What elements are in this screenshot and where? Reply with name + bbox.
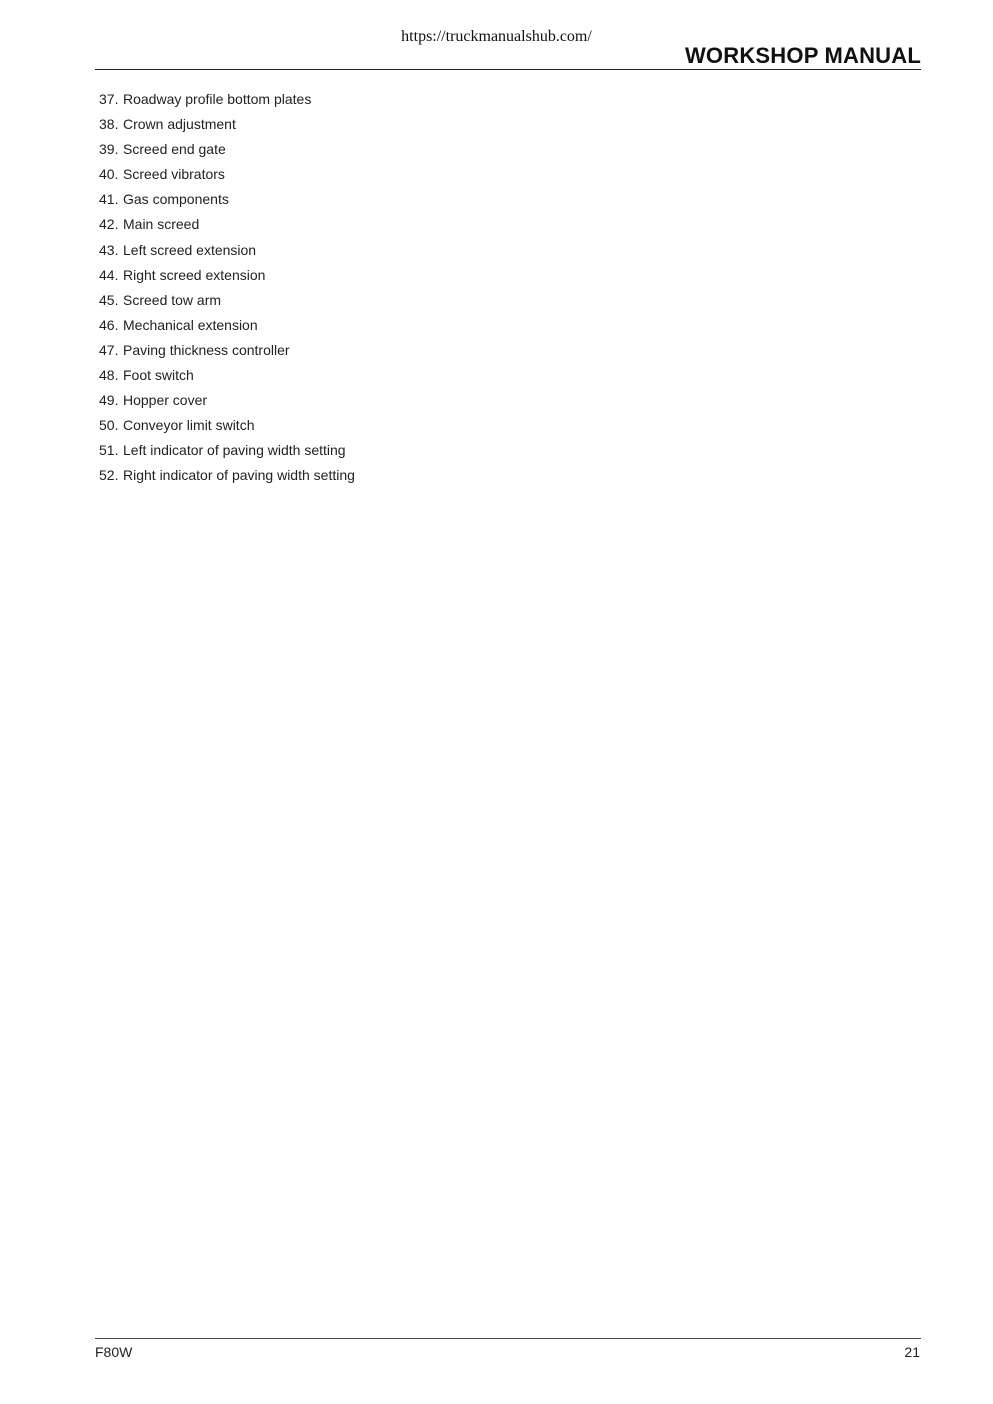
- list-item: [99, 440, 355, 465]
- item-label: Gas components: [123, 191, 229, 208]
- list-item: [99, 89, 355, 114]
- item-number: 40.: [99, 166, 119, 183]
- header-divider: [95, 69, 921, 70]
- list-item: [99, 290, 355, 315]
- item-number: 52.: [99, 467, 119, 484]
- list-item: [99, 465, 355, 490]
- item-number: 37.: [99, 91, 119, 107]
- item-label: Right indicator of paving width setting: [123, 467, 355, 484]
- page-number: 21: [904, 1344, 920, 1360]
- list-item: [99, 189, 355, 214]
- item-number: 43.: [99, 241, 119, 258]
- item-label: Right screed extension: [123, 266, 266, 283]
- item-number: 47.: [99, 341, 119, 358]
- list-item: [99, 114, 355, 139]
- item-label: Conveyor limit switch: [123, 417, 255, 434]
- item-label: Screed vibrators: [123, 166, 225, 183]
- item-number: 49.: [99, 392, 119, 409]
- item-number: 45.: [99, 291, 119, 308]
- list-item: [99, 390, 355, 415]
- list-item: [99, 214, 355, 239]
- item-number: 46.: [99, 316, 119, 333]
- item-label: Screed end gate: [123, 141, 226, 158]
- item-number: 50.: [99, 417, 119, 434]
- list-item: [99, 340, 355, 365]
- item-label: Paving thickness controller: [123, 341, 290, 358]
- item-label: Roadway profile bottom plates: [123, 91, 312, 107]
- item-number: 38.: [99, 116, 119, 133]
- list-item: [99, 139, 355, 164]
- item-number: 44.: [99, 266, 119, 283]
- item-label: Main screed: [123, 216, 200, 233]
- item-label: Foot switch: [123, 367, 194, 384]
- item-number: 41.: [99, 191, 119, 208]
- parts-list: [99, 89, 355, 491]
- list-item: [99, 164, 355, 189]
- item-number: 42.: [99, 216, 119, 233]
- item-label: Left indicator of paving width setting: [123, 442, 346, 459]
- item-label: Hopper cover: [123, 392, 208, 409]
- item-label: Screed tow arm: [123, 291, 222, 308]
- footer-model-name: F80W: [95, 1344, 133, 1360]
- item-number: 51.: [99, 442, 119, 459]
- item-label: Crown adjustment: [123, 116, 236, 133]
- footer-divider: [95, 1338, 921, 1339]
- list-item: [99, 415, 355, 440]
- list-item: [99, 365, 355, 390]
- item-number: 48.: [99, 367, 119, 384]
- item-label: Left screed extension: [123, 241, 257, 258]
- list-item: [99, 265, 355, 290]
- list-item: [99, 240, 355, 265]
- item-number: 39.: [99, 141, 119, 158]
- item-label: Mechanical extension: [123, 316, 258, 333]
- list-item: [99, 315, 355, 340]
- header-url: https://truckmanualshub.com/: [401, 28, 592, 45]
- document-title: WORKSHOP MANUAL: [684, 43, 921, 68]
